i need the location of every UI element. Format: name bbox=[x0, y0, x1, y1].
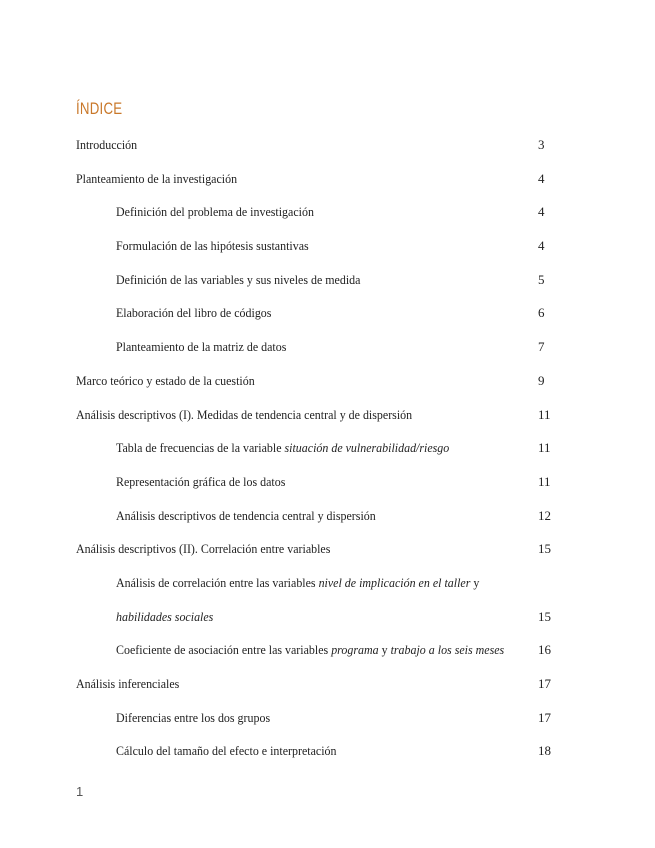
toc-entry-text: Introducción bbox=[76, 137, 138, 152]
toc-entry-text: Análisis descriptivos (II). Correlación entre variables bbox=[76, 541, 331, 557]
toc-subentry-coeficiente-asociacion[interactable] bbox=[0, 633, 655, 667]
toc-subentry-tendencia-dispersion[interactable] bbox=[0, 499, 655, 533]
toc-page-number: 15 bbox=[538, 541, 551, 557]
toc-entry-italic-term: habilidades sociales bbox=[116, 608, 214, 624]
toc-entry-text: Diferencias entre los dos grupos bbox=[116, 709, 271, 725]
toc-entry-analisis-descriptivos-2[interactable] bbox=[0, 532, 655, 566]
toc-page-number: 16 bbox=[538, 642, 551, 658]
toc-entry-text-part: Tabla de frecuencias de la variable bbox=[116, 440, 285, 456]
toc-page-number: 11 bbox=[538, 473, 551, 489]
toc-page-number: 17 bbox=[538, 709, 551, 725]
toc-page-number: 3 bbox=[538, 137, 545, 152]
toc-entry-italic-term: trabajo a los seis meses bbox=[390, 642, 505, 658]
toc-entry-text: Definición del problema de investigación bbox=[116, 204, 314, 220]
toc-page-number: 7 bbox=[538, 339, 545, 355]
toc-subentry-formulacion-hipotesis[interactable] bbox=[0, 229, 655, 263]
table-of-contents bbox=[0, 128, 655, 768]
toc-subentry-definicion-problema[interactable] bbox=[0, 195, 655, 229]
toc-subentry-tabla-frecuencias[interactable] bbox=[0, 431, 655, 465]
toc-entry-text: Análisis descriptivos de tendencia central y dispersión bbox=[116, 507, 376, 523]
toc-entry-text-part: Análisis de correlación entre las variables bbox=[116, 574, 319, 590]
toc-page-number: 4 bbox=[538, 170, 545, 186]
toc-subentry-analisis-correlacion-cont[interactable] bbox=[0, 600, 655, 634]
toc-page-number: 6 bbox=[538, 305, 545, 321]
toc-entry-text-part: y bbox=[470, 574, 480, 590]
toc-subentry-representacion-grafica[interactable] bbox=[0, 465, 655, 499]
toc-page-number: 18 bbox=[538, 743, 551, 759]
toc-entry-text: Elaboración del libro de códigos bbox=[116, 305, 272, 321]
toc-entry-text bbox=[116, 431, 449, 465]
toc-page-number: 5 bbox=[538, 271, 545, 287]
toc-entry-text: Representación gráfica de los datos bbox=[116, 473, 286, 489]
toc-entry-text: Análisis inferenciales bbox=[76, 676, 180, 691]
toc-entry-text: Definición de las variables y sus niveles de medida bbox=[116, 271, 361, 287]
toc-page-number: 4 bbox=[538, 204, 545, 220]
toc-entry-introduccion[interactable] bbox=[0, 128, 655, 162]
toc-subentry-analisis-correlacion[interactable] bbox=[0, 566, 655, 600]
toc-subentry-diferencias-grupos[interactable] bbox=[0, 701, 655, 735]
toc-entry-planteamiento[interactable] bbox=[0, 162, 655, 196]
toc-entry-analisis-inferenciales[interactable] bbox=[0, 667, 655, 701]
toc-entry-italic-term: nivel de implicación en el taller bbox=[318, 574, 471, 590]
toc-entry-marco-teorico[interactable] bbox=[0, 364, 655, 398]
toc-entry-text: Planteamiento de la matriz de datos bbox=[116, 339, 287, 355]
toc-subentry-libro-codigos[interactable] bbox=[0, 296, 655, 330]
toc-page-number: 11 bbox=[538, 440, 551, 456]
toc-entry-analisis-descriptivos-1[interactable] bbox=[0, 398, 655, 432]
toc-entry-text: Análisis descriptivos (I). Medidas de tendencia central y de dispersión bbox=[76, 406, 413, 422]
footer-page-number: 1 bbox=[76, 784, 84, 799]
toc-page-number: 11 bbox=[538, 406, 551, 422]
toc-subentry-tamano-efecto[interactable] bbox=[0, 734, 655, 768]
toc-entry-text bbox=[116, 600, 213, 634]
toc-page-number: 12 bbox=[538, 507, 551, 523]
toc-entry-italic-term: programa bbox=[331, 642, 379, 658]
toc-entry-text: Marco teórico y estado de la cuestión bbox=[76, 372, 255, 388]
toc-entry-text-part: Coeficiente de asociación entre las variables bbox=[116, 642, 332, 658]
toc-page-number: 9 bbox=[538, 372, 545, 388]
toc-page-number: 4 bbox=[538, 238, 545, 254]
toc-entry-text bbox=[116, 633, 504, 667]
toc-entry-text: Planteamiento de la investigación bbox=[76, 170, 238, 186]
toc-entry-text: Cálculo del tamaño del efecto e interpretación bbox=[116, 743, 337, 759]
index-heading: ÍNDICE bbox=[76, 99, 123, 118]
toc-entry-text bbox=[116, 566, 479, 600]
toc-entry-text: Formulación de las hipótesis sustantivas bbox=[116, 238, 309, 254]
toc-page-number: 15 bbox=[538, 608, 551, 624]
toc-subentry-matriz-datos[interactable] bbox=[0, 330, 655, 364]
toc-entry-italic-term: situación de vulnerabilidad/riesgo bbox=[284, 440, 450, 456]
toc-subentry-definicion-variables[interactable] bbox=[0, 263, 655, 297]
toc-entry-text-part: y bbox=[378, 642, 391, 658]
toc-page-number: 17 bbox=[538, 676, 551, 691]
